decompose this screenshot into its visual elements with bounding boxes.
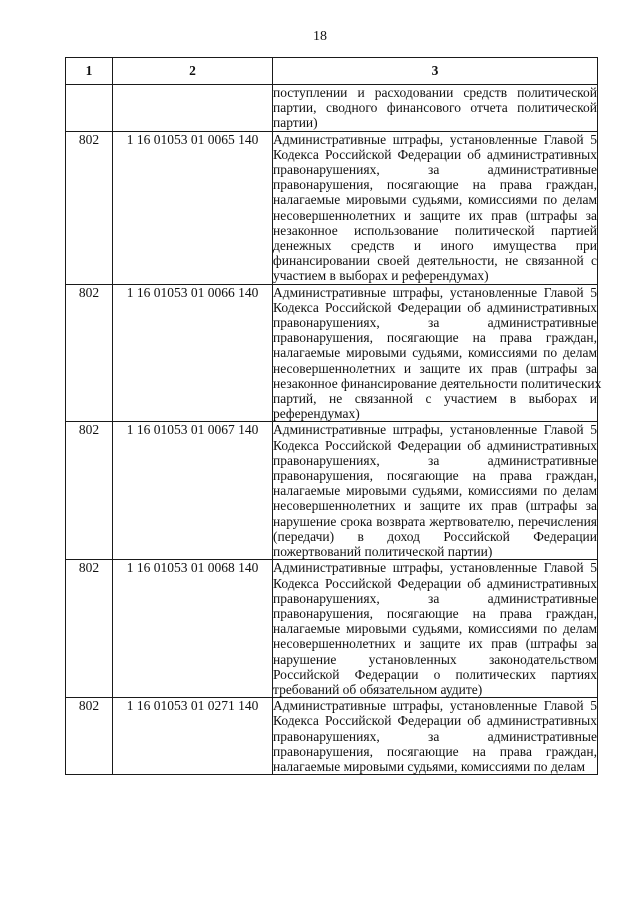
description-line: финансировании своей деятельности, не связанной с (273, 253, 597, 269)
description-line: Кодекса Российской Федерации об административных (273, 575, 597, 591)
description-line: референдумах) (273, 406, 360, 422)
description-line: правонарушениях, за административные (273, 728, 597, 744)
description-line: Кодекса Российской Федерации об административных (273, 146, 597, 162)
table-body (66, 85, 602, 775)
description-line: несовершеннолетних и защите их прав (штрафы за (273, 498, 597, 514)
description-line: поступлении и расходовании средств политической (273, 85, 597, 100)
description-line: правонарушениях, за административные (273, 452, 597, 468)
description-line: несовершеннолетних и защите их прав (штрафы за (273, 207, 597, 223)
description-line: требований об обязательном аудите) (273, 681, 483, 697)
description-cell (273, 560, 598, 698)
description-cell (273, 131, 598, 284)
page-number: 18 (313, 29, 327, 44)
description-line: партии) (273, 115, 318, 131)
description-line: правонарушения, посягающие на права граждан, (273, 177, 597, 193)
description-line: участием в выборах и референдумах) (273, 268, 489, 284)
description-line: налагаемые мировыми судьями, комиссиями по делам (273, 192, 597, 208)
description-line: налагаемые мировыми судьями, комиссиями по делам (273, 621, 597, 637)
table-row (66, 698, 598, 775)
budget-classification-code-cell: 1 16 01053 01 0067 140 (113, 422, 273, 560)
table-row (66, 85, 598, 132)
table-row (66, 560, 598, 698)
description-cell (273, 284, 602, 422)
admin-code-cell: 802 (66, 560, 113, 698)
admin-code-cell: 802 (66, 284, 113, 422)
admin-code-cell: 802 (66, 698, 113, 775)
header-col-3: 3 (273, 58, 598, 85)
description-line: правонарушениях, за административные (273, 590, 597, 606)
description-line: денежных средств и иного имущества при (273, 238, 597, 254)
admin-code-cell (66, 85, 113, 132)
header-col-1: 1 (66, 58, 113, 85)
description-line: налагаемые мировыми судьями, комиссиями по делам (273, 345, 597, 361)
description-line: несовершеннолетних и защите их прав (штрафы за (273, 360, 597, 376)
description-line: Российской Федерации о политических партиях (273, 666, 597, 682)
header-col-2: 2 (113, 58, 273, 85)
budget-classification-code-cell (113, 85, 273, 132)
description-line: правонарушения, посягающие на права граждан, (273, 743, 597, 759)
description-line: Кодекса Российской Федерации об административных (273, 437, 597, 453)
description-cell (273, 422, 598, 560)
budget-codes-table (65, 57, 602, 775)
description-line: незаконное финансирование деятельности политических (273, 375, 602, 391)
description-line: правонарушениях, за административные (273, 315, 597, 331)
description-line: правонарушения, посягающие на права граждан, (273, 605, 597, 621)
description-line: Кодекса Российской Федерации об административных (273, 299, 597, 315)
admin-code-cell: 802 (66, 131, 113, 284)
description-line: (передачи) в доход Российской Федерации (273, 528, 597, 544)
description-line: Административные штрафы, установленные Главой 5 (273, 284, 597, 300)
table-header-row (66, 58, 598, 85)
description-cell (273, 698, 598, 775)
budget-classification-code-cell: 1 16 01053 01 0066 140 (113, 284, 273, 422)
table-row (66, 284, 598, 422)
description-line: партии, сводного финансового отчета политической (273, 100, 597, 116)
description-line: Административные штрафы, установленные Главой 5 (273, 698, 597, 714)
description-line: налагаемые мировыми судьями, комиссиями по делам (273, 483, 597, 499)
description-line: Административные штрафы, установленные Главой 5 (273, 422, 597, 438)
description-line: Кодекса Российской Федерации об административных (273, 713, 597, 729)
description-line: нарушение срока возврата жертвователю, перечисления (273, 513, 597, 529)
description-cell (273, 85, 598, 132)
description-line: Административные штрафы, установленные Главой 5 (273, 560, 597, 576)
budget-classification-code-cell: 1 16 01053 01 0271 140 (113, 698, 273, 775)
budget-classification-code-cell: 1 16 01053 01 0065 140 (113, 131, 273, 284)
description-line: правонарушениях, за административные (273, 162, 597, 178)
admin-code-cell: 802 (66, 422, 113, 560)
budget-classification-code-cell: 1 16 01053 01 0068 140 (113, 560, 273, 698)
description-line: нарушение установленных законодательством (273, 651, 597, 667)
description-line: налагаемые мировыми судьями, комиссиями по делам (273, 758, 586, 774)
table-row (66, 422, 598, 560)
description-line: правонарушения, посягающие на права граждан, (273, 468, 597, 484)
description-line: пожертвований политической партии) (273, 544, 493, 560)
description-line: Административные штрафы, установленные Главой 5 (273, 131, 597, 147)
description-line: незаконное использование политической партией (273, 222, 597, 238)
description-line: партий, не связанной с участием в выборах и (273, 391, 597, 407)
table-row (66, 131, 598, 284)
description-line: правонарушения, посягающие на права граждан, (273, 330, 597, 346)
description-line: несовершеннолетних и защите их прав (штрафы за (273, 636, 597, 652)
